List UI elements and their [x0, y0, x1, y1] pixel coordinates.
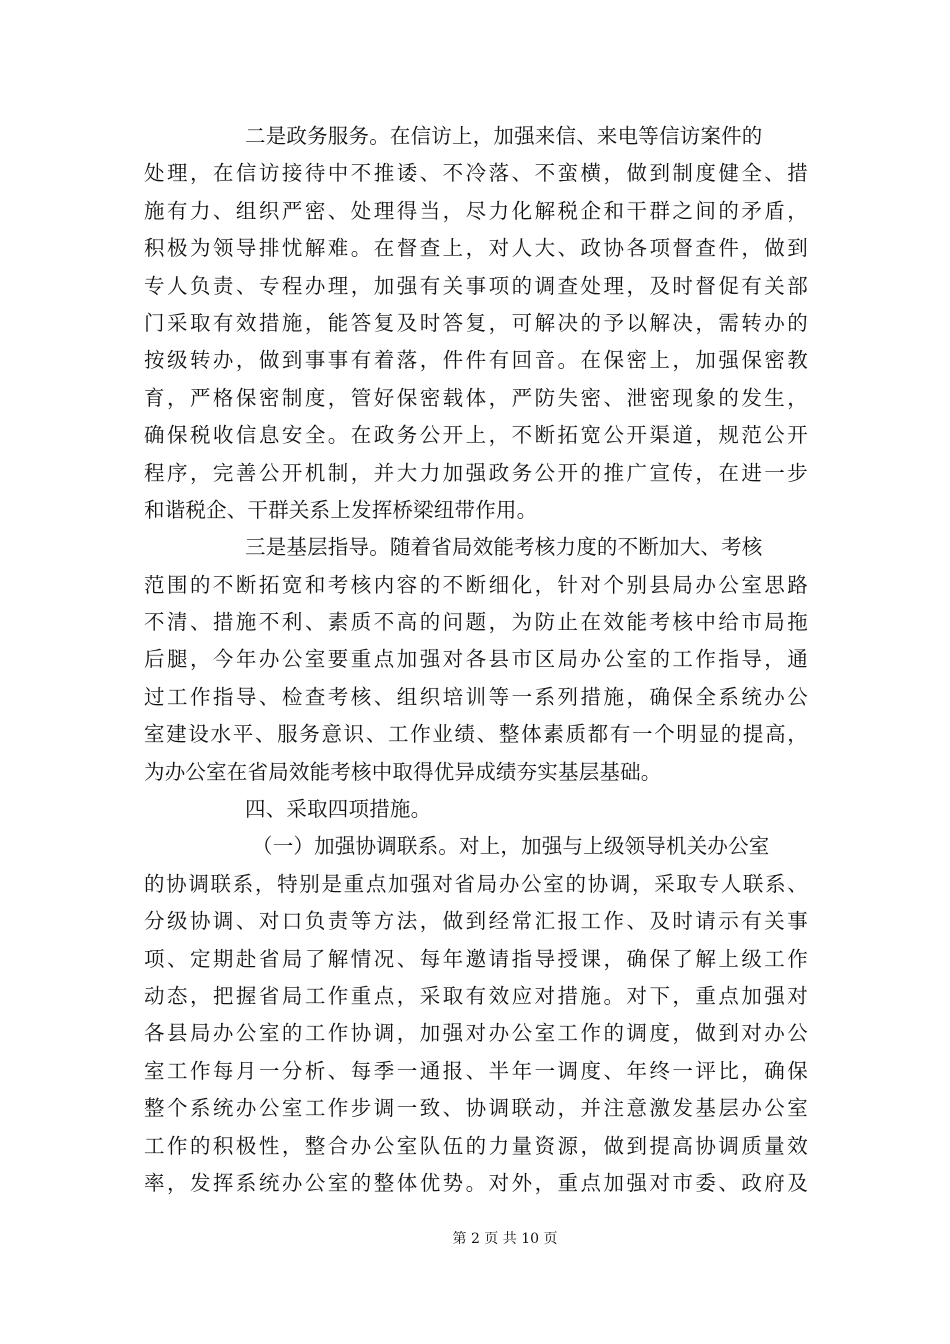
paragraph-line: 门采取有效措施，能答复及时答复，可解决的予以解决，需转办的 [144, 310, 808, 335]
paragraph-line: 为办公室在省局效能考核中取得优异成绩夯实基层基础。 [144, 759, 662, 784]
paragraph-line: 程序，完善公开机制，并大力加强政务公开的推广宣传，在进一步 [144, 460, 808, 485]
paragraph-line: 二是政务服务。在信访上，加强来信、来电等信访案件的 [245, 124, 763, 148]
paragraph-line: 三是基层指导。随着省局效能考核力度的不断加大、考核 [245, 535, 763, 560]
paragraph-line: 施有力、组织严密、处理得当，尽力化解税企和干群之间的矛盾， [144, 198, 808, 223]
paragraph-line: 积极为领导排忧解难。在督查上，对人大、政协各项督查件，做到 [144, 236, 808, 261]
paragraph-line: 整个系统办公室工作步调一致、协调联动，并注意激发基层办公室 [144, 1096, 808, 1121]
paragraph-line: 专人负责、专程办理，加强有关事项的调查处理，及时督促有关部 [144, 273, 808, 298]
paragraph-line: 育，严格保密制度，管好保密载体，严防失密、泄密现象的发生， [144, 385, 808, 410]
paragraph-line: 项、定期赴省局了解情况、每年邀请指导授课，确保了解上级工作 [144, 946, 808, 971]
document-body [144, 118, 808, 1202]
section-heading: 四、采取四项措施。 [245, 797, 432, 822]
paragraph-line: 率，发挥系统办公室的整体优势。对外，重点加强对市委、政府及 [144, 1170, 808, 1195]
paragraph-line: 后腿，今年办公室要重点加强对各县市区局办公室的工作指导，通 [144, 647, 808, 672]
paragraph-line: 工作的积极性，整合办公室队伍的力量资源，做到提高协调质量效 [144, 1133, 808, 1158]
paragraph-line: 确保税收信息安全。在政务公开上，不断拓宽公开渠道，规范公开 [144, 423, 808, 448]
paragraph-line: 过工作指导、检查考核、组织培训等一系列措施，确保全系统办公 [144, 684, 808, 709]
paragraph-line: 范围的不断拓宽和考核内容的不断细化，针对个别县局办公室思路 [144, 572, 808, 597]
paragraph-line: 各县局办公室的工作协调，加强对办公室工作的调度，做到对办公 [144, 1021, 808, 1046]
paragraph-line: 室建设水平、服务意识、工作业绩、整体素质都有一个明显的提高， [144, 722, 808, 747]
paragraph-line: 室工作每月一分析、每季一通报、半年一调度、年终一评比，确保 [144, 1058, 808, 1083]
paragraph-line: 处理，在信访接待中不推诿、不冷落、不蛮横，做到制度健全、措 [144, 161, 808, 186]
page-number: 第 2 页 共 10 页 [452, 1231, 558, 1247]
paragraph-line: 分级协调、对口负责等方法，做到经常汇报工作、及时请示有关事 [144, 909, 808, 934]
paragraph-line: （一）加强协调联系。对上，加强与上级领导机关办公室 [252, 834, 770, 859]
paragraph-line: 按级转办，做到事事有着落，件件有回音。在保密上，加强保密教 [144, 348, 808, 373]
page-footer [0, 1228, 950, 1248]
paragraph-line: 不清、措施不利、素质不高的问题，为防止在效能考核中给市局拖 [144, 610, 808, 635]
paragraph-line: 和谐税企、干群关系上发挥桥梁纽带作用。 [144, 497, 538, 522]
paragraph-line: 的协调联系，特别是重点加强对省局办公室的协调，采取专人联系、 [144, 871, 808, 896]
paragraph-line: 动态，把握省局工作重点，采取有效应对措施。对下，重点加强对 [144, 983, 808, 1008]
